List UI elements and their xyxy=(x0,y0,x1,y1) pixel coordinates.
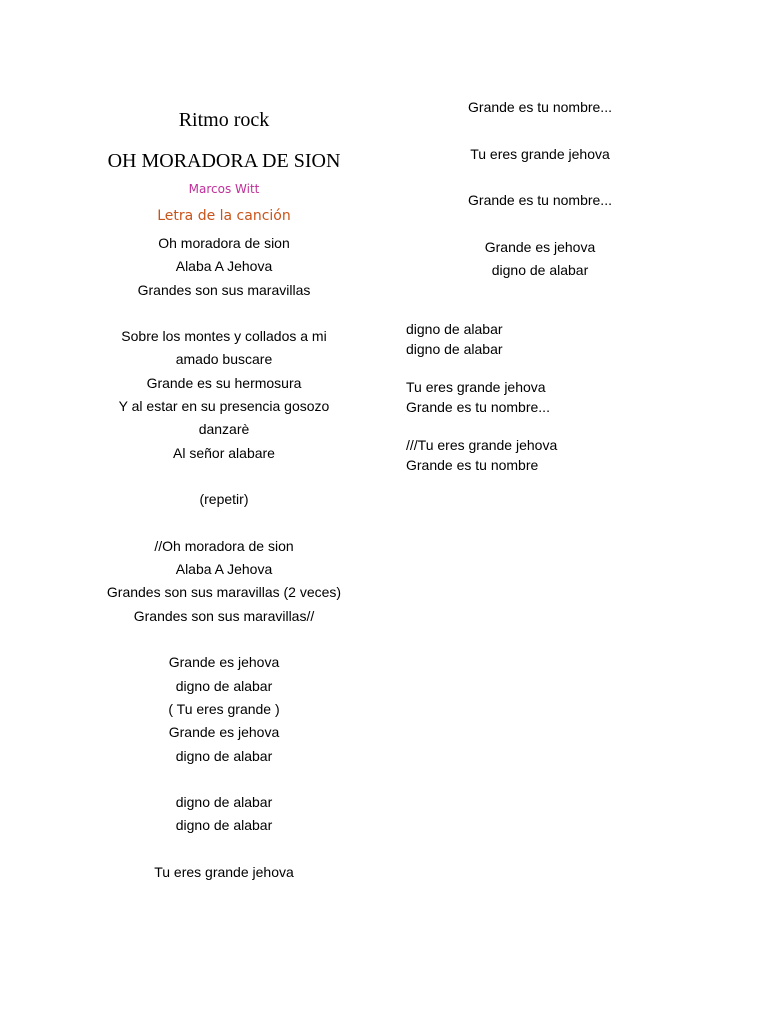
lyric-line: Tu eres grande jehova xyxy=(406,379,546,395)
lyric-line: Grande es tu nombre... xyxy=(468,192,612,209)
lyric-line xyxy=(84,302,364,325)
lyric-line xyxy=(420,212,660,235)
lyric-line: (repetir) xyxy=(199,491,249,508)
lyric-line xyxy=(420,166,660,189)
lyric-line: Oh moradora de sion xyxy=(158,235,290,251)
lyric-line: //Oh moradora de sion xyxy=(154,537,294,554)
lyric-line: Grande es jehova xyxy=(484,238,596,255)
lyric-line: digno de alabar xyxy=(406,340,503,357)
lyric-line: Alaba A Jehova xyxy=(175,561,273,578)
lyrics-left-block xyxy=(84,232,364,884)
lyric-line: digno de alabar xyxy=(175,677,273,694)
lyric-line: Alaba A Jehova xyxy=(175,258,273,275)
lyric-line: Grandes son sus maravillas (2 veces) xyxy=(106,584,342,601)
lyric-line xyxy=(84,628,364,651)
lyric-line: Grandes son sus maravillas// xyxy=(133,607,315,624)
lyric-line: Grande es jehova xyxy=(168,724,280,741)
lyric-line: Al señor alabare xyxy=(173,444,275,461)
lyric-line: Tu eres grande jehova xyxy=(154,864,294,881)
lyrics-heading: Letra de la canción xyxy=(157,208,291,224)
lyric-line: Y al estar en su presencia gosozo xyxy=(118,398,330,415)
lyric-line: amado buscare xyxy=(175,351,273,368)
song-style: Ritmo rock xyxy=(178,109,270,131)
lyric-line: digno de alabar xyxy=(491,262,589,279)
lyric-line: Grande es tu nombre... xyxy=(468,99,612,115)
lyric-line: Sobre los montes y collados a mi xyxy=(121,328,327,345)
lyric-line xyxy=(84,512,364,535)
lyric-line xyxy=(406,359,706,378)
lyric-line: digno de alabar xyxy=(175,747,273,764)
lyric-line: Grandes son sus maravillas xyxy=(137,281,311,298)
lyric-line: digno de alabar xyxy=(175,794,273,811)
lyric-line xyxy=(84,838,364,861)
lyric-line: digno de alabar xyxy=(406,321,503,337)
lyrics-right-left-block xyxy=(406,320,706,475)
lyric-line: Grande es su hermosura xyxy=(146,374,302,391)
lyric-line: Grande es tu nombre... xyxy=(406,398,550,415)
lyric-line xyxy=(406,417,706,436)
artist-name: Marcos Witt xyxy=(188,182,260,196)
lyric-line xyxy=(84,465,364,488)
lyric-line xyxy=(84,768,364,791)
lyric-line: ( Tu eres grande ) xyxy=(168,700,280,717)
song-title: OH MORADORA DE SION xyxy=(107,150,341,172)
lyric-line: Grande es jehova xyxy=(168,654,280,671)
lyric-line xyxy=(420,119,660,142)
lyric-line: ///Tu eres grande jehova xyxy=(406,437,558,453)
lyrics-right-centered-block xyxy=(420,96,660,282)
left-column xyxy=(84,106,364,884)
lyric-line: Tu eres grande jehova xyxy=(470,145,610,162)
lyric-line: danzarè xyxy=(198,421,250,438)
lyric-line: Grande es tu nombre xyxy=(406,456,539,473)
lyric-line: digno de alabar xyxy=(175,817,273,834)
